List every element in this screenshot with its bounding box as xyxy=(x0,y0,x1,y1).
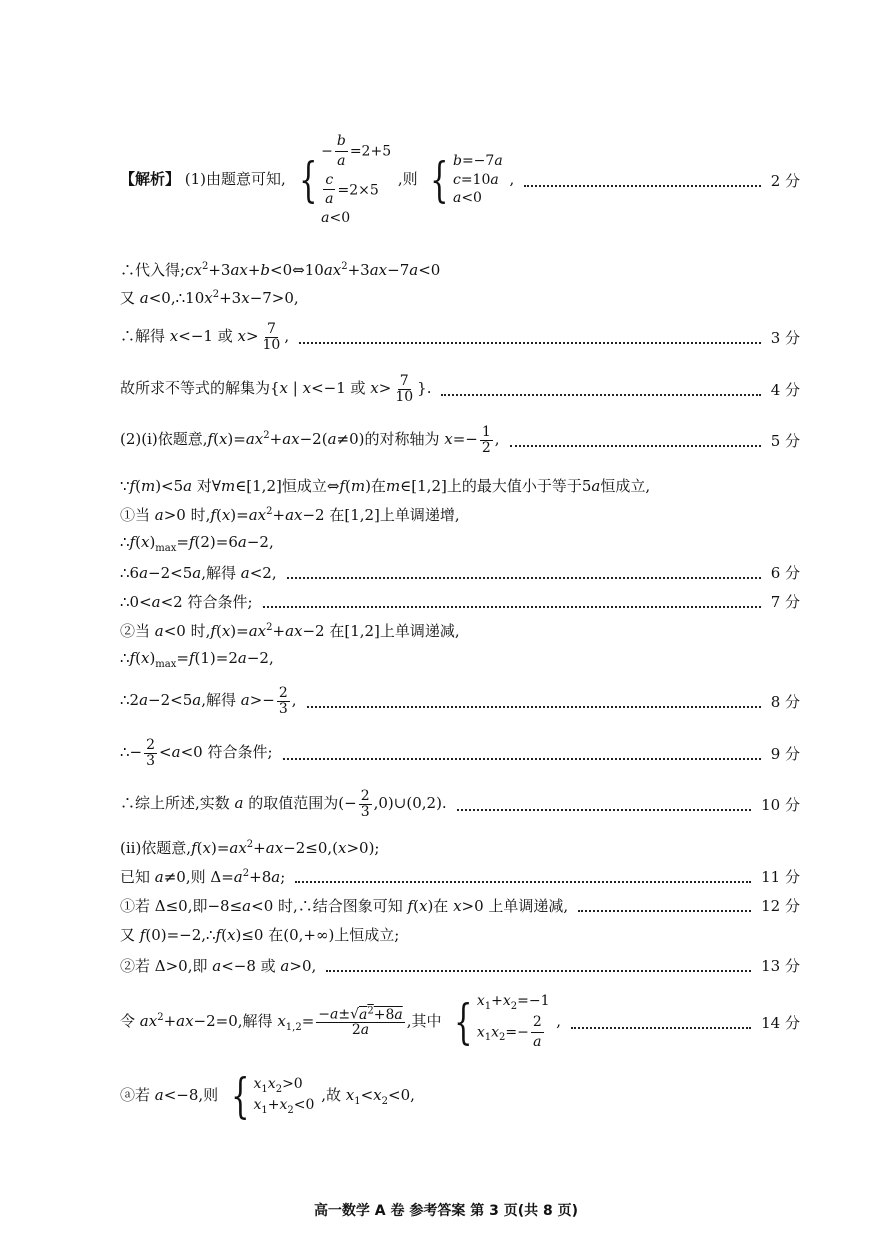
system-right: { b=−7a c=10a a<0 xyxy=(430,152,503,208)
score-label: 5 分 xyxy=(770,431,800,450)
case-system: { $x_1x_2>0$ $x_1+x_2<0$ xyxy=(231,1068,315,1124)
line-text: ①若 Δ≤0,即−8≤a<0 时,∴结合图象可知 f(x)在 x>0 上单调递减, xyxy=(120,896,569,915)
answer-line-8 xyxy=(120,499,800,529)
answer-line-9 xyxy=(120,528,800,558)
score-label: 6 分 xyxy=(770,563,800,582)
answer-line-18 xyxy=(120,861,800,891)
answer-line-12 xyxy=(120,615,800,645)
line-text: 已知 a≠0,则 $\Delta=a^2+8a$; xyxy=(120,867,286,886)
line-text: 令 $ax^2+ax-2=0$,解得 $x_{1,2}=$ $\frac{-a\pm√a^2+8a}{2a}$ ,其中 { $x_1+x_2=-1$ $x_1x_2=-$ $\frac{2}{a}$ , xyxy=(120,992,562,1051)
score-label: 7 分 xyxy=(770,592,800,611)
answer-line-16 xyxy=(120,789,800,819)
leader-dots xyxy=(571,1027,751,1029)
answer-line-20 xyxy=(120,919,800,949)
line-text: ∴解得 x<−1 或 x> $\frac{7}{10}$ , xyxy=(120,320,290,353)
answer-line-23 xyxy=(120,1068,800,1124)
answer-line-17 xyxy=(120,832,800,862)
leader-dots xyxy=(295,881,751,883)
answer-line-15 xyxy=(120,738,800,768)
answer-line-21 xyxy=(120,950,800,980)
line-text: 故所求不等式的解集为{x | x<−1 或 x> $\frac{7}{10}$ }. xyxy=(120,372,432,405)
score-label: 9 分 xyxy=(770,744,800,763)
roots-system: { $x_1+x_2=-1$ $x_1x_2=-$ $\frac{2}{a}$ xyxy=(454,992,550,1051)
answer-line-19 xyxy=(120,890,800,920)
line-text: ∴综上所述,实数 a 的取值范围为(− $\frac{2}{3}$ ,0)∪(0,2). xyxy=(120,787,447,820)
answer-line-11 xyxy=(120,586,800,616)
leader-dots xyxy=(287,577,761,579)
line-text: 又 $a<0,\therefore 10x^2+3x-7>0$, xyxy=(120,288,299,307)
score-label: 12 分 xyxy=(761,896,800,915)
answer-line-7 xyxy=(120,470,800,500)
answer-line-6 xyxy=(120,425,800,455)
answer-line-13 xyxy=(120,644,800,674)
line-text: ②若 Δ>0,即 a<−8 或 a>0, xyxy=(120,956,317,975)
line-text: ∴代入得$;cx^2+3ax+b<0\Leftrightarrow 10ax^2+3ax-7a<0$ xyxy=(120,260,441,279)
line-text: $\therefore f(x)_{max}=f(2)=6a-2$, xyxy=(120,532,274,554)
leader-dots xyxy=(326,970,751,972)
line-text: ∴6a−2<5a,解得 a<2, xyxy=(120,563,277,582)
answer-line-2 xyxy=(120,254,800,284)
line-text: 又 f(0)=−2,∴f(x)≤0 在(0,+∞)上恒成立; xyxy=(120,925,400,944)
answer-line-4 xyxy=(120,322,800,352)
system-left: { − $\frac{b}{a}$ =2+5 $\frac{c}{a}$ =2×5 a<0 xyxy=(298,132,392,227)
score-label: 4 分 xyxy=(770,380,800,399)
leader-dots xyxy=(299,342,761,344)
leader-dots xyxy=(307,706,761,708)
score-label: 8 分 xyxy=(770,692,800,711)
line-text: ①当 a>0 时$,f(x)=ax^2+ax-2$ 在[1,2]上单调递增, xyxy=(120,505,460,524)
score-label: 2 分 xyxy=(770,171,800,190)
answer-line-1 xyxy=(120,132,800,227)
score-label: 3 分 xyxy=(770,328,800,347)
leader-dots xyxy=(441,394,760,396)
leader-dots xyxy=(457,809,751,811)
leader-dots xyxy=(283,758,761,760)
answer-line-5 xyxy=(120,374,800,404)
answer-line-10 xyxy=(120,557,800,587)
line-text: ∵f(m)<5a 对∀m∈[1,2]恒成立⇔f(m)在m∈[1,2]上的最大值小于等于5a恒成立, xyxy=(120,476,651,495)
answer-line-14 xyxy=(120,686,800,716)
line-text: (ii)依题意$,f(x)=ax^2+ax-2\le 0,(x>0)$; xyxy=(120,838,380,857)
line-text: 【解析】 (1)由题意可知, { − $\frac{b}{a}$ =2+5 $\frac{c}{a}$ =2×5 a<0 ,则 { b=−7a c=10a a<0 , xyxy=(120,132,515,227)
score-label: 14 分 xyxy=(761,1013,800,1032)
line-text: ∴0<a<2 符合条件; xyxy=(120,592,253,611)
leader-dots xyxy=(510,445,761,447)
line-text: ∴− $\frac{2}{3}$ <a<0 符合条件; xyxy=(120,736,273,769)
answer-line-22 xyxy=(120,994,800,1050)
answer-line-3 xyxy=(120,282,800,312)
leader-dots xyxy=(263,606,761,608)
leader-dots xyxy=(524,185,760,187)
score-label: 10 分 xyxy=(761,795,800,814)
score-label: 13 分 xyxy=(761,956,800,975)
line-text: $\therefore f(x)_{max}=f(1)=2a-2$, xyxy=(120,648,274,670)
line-text: ②当 a<0 时$,f(x)=ax^2+ax-2$ 在[1,2]上单调递减, xyxy=(120,621,460,640)
score-label: 11 分 xyxy=(761,867,800,886)
leader-dots xyxy=(578,910,751,912)
page-footer: 高一数学 A 卷 参考答案 第 3 页(共 8 页) xyxy=(313,1203,579,1219)
line-text: ⓐ若 a<−8,则 { $x_1x_2>0$ $x_1+x_2<0$ ,故 $x_1<x_2<0$, xyxy=(120,1068,415,1124)
line-text: ∴2a−2<5a,解得 a>− $\frac{2}{3}$ , xyxy=(120,684,297,717)
line-text: (2)(i)依题意$,f(x)=ax^2+ax-2(a\ne 0)$的对称轴为 x=− $\frac{1}{2}$ , xyxy=(120,423,500,456)
